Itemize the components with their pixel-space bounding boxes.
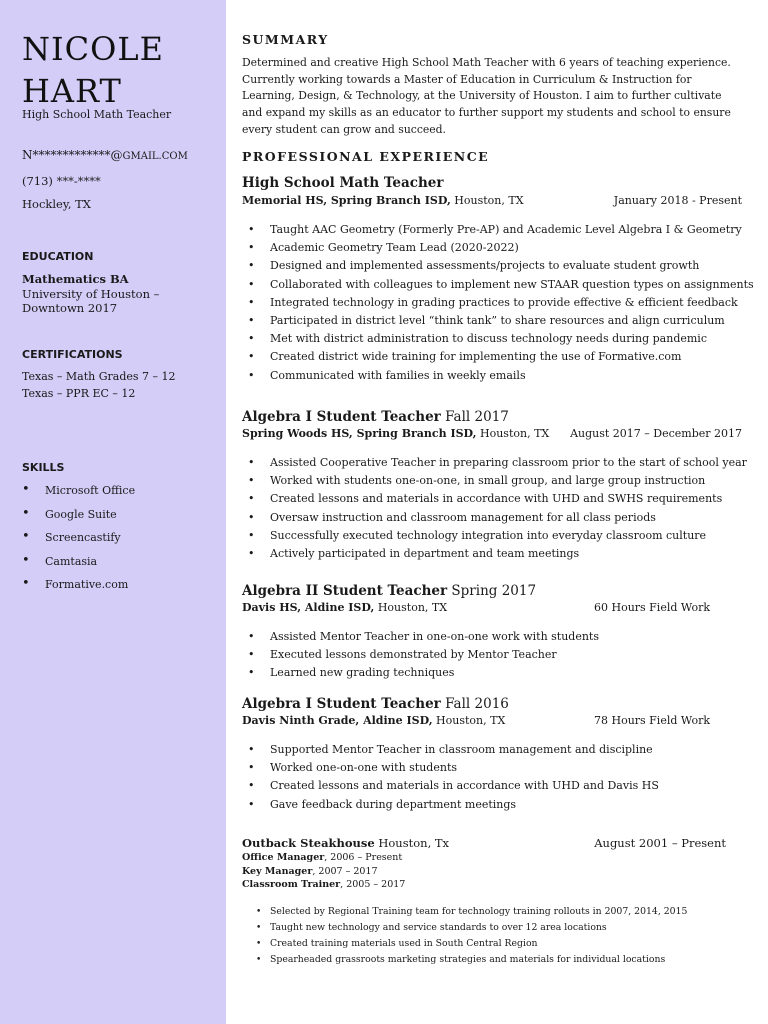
- org-location: Houston, TX: [374, 601, 448, 614]
- job-term: Spring 2017: [447, 583, 537, 599]
- role-line: [242, 865, 405, 879]
- role-line: [242, 851, 405, 865]
- role-title: Key Manager: [242, 865, 313, 877]
- job-date: January 2018 - Present: [613, 194, 742, 207]
- job-date: August 2001 – Present: [594, 836, 726, 850]
- role-years: , 2006 – Present: [324, 852, 403, 863]
- role-line: [242, 878, 405, 892]
- job-title-text: Algebra I Student Teacher: [242, 409, 441, 425]
- org-name: Davis HS, Aldine ISD,: [242, 601, 375, 614]
- job-bullets: [242, 221, 754, 385]
- summary-heading: SUMMARY: [242, 32, 329, 47]
- job-term: Fall 2017: [440, 409, 509, 425]
- first-name: NICOLE: [22, 30, 164, 68]
- certification-item: Texas – PPR EC – 12: [22, 387, 136, 400]
- bullet-item: • Created lessons and materials in accordance with UHD and Davis HS: [242, 777, 742, 795]
- bullet-item: • Taught AAC Geometry (Formerly Pre-AP) and Academic Level Algebra I & Geometry: [242, 221, 742, 239]
- org-location: Houston, TX: [432, 714, 506, 727]
- job-title-text: Algebra II Student Teacher: [242, 583, 448, 599]
- bullet-item: • Actively participated in department and team meetings: [242, 545, 742, 563]
- org-location: Houston, TX: [450, 194, 524, 207]
- bullet-item: • Oversaw instruction and classroom management for all class periods: [242, 509, 742, 527]
- email-domain: GMAIL.COM: [122, 151, 188, 162]
- main-content: [242, 0, 752, 1024]
- school: University of Houston – Downtown 2017: [22, 287, 160, 315]
- bullet-item: • Spearheaded grassroots marketing strategies and materials for individual locations: [242, 952, 742, 968]
- role-years: , 2007 – 2017: [312, 865, 378, 877]
- bullet-item: • Academic Geometry Team Lead (2020-2022): [242, 239, 742, 257]
- email: [22, 148, 188, 162]
- bullet-item: • Communicated with families in weekly emails: [242, 367, 742, 385]
- job-org: [242, 427, 742, 440]
- job-date: August 2017 – December 2017: [570, 427, 742, 440]
- last-name: HART: [22, 72, 122, 110]
- bullet-item: • Designed and implemented assessments/projects to evaluate student growth: [242, 257, 742, 275]
- phone: (713) ***-****: [22, 174, 101, 188]
- bullet-item: • Worked one-on-one with students: [242, 759, 742, 777]
- role-years: , 2005 – 2017: [340, 879, 406, 890]
- job-title-text: High School Math Teacher: [242, 175, 444, 191]
- job-title: [242, 175, 443, 191]
- bullet-item: • Learned new grading techniques: [242, 664, 742, 682]
- bullet-item: • Taught new technology and service standards to over 12 area locations: [242, 920, 742, 936]
- org-name: Spring Woods HS, Spring Branch ISD,: [242, 427, 477, 440]
- bullet-item: • Created training materials used in South Central Region: [242, 936, 742, 952]
- job-date: 60 Hours Field Work: [593, 601, 710, 614]
- job-org: [242, 194, 742, 207]
- bullet-item: • Gave feedback during department meetings: [242, 796, 742, 814]
- job-title: [242, 696, 509, 712]
- job-title-text: Algebra I Student Teacher: [242, 696, 441, 712]
- bullet-item: • Executed lessons demonstrated by Mentor Teacher: [242, 646, 742, 664]
- education-heading: EDUCATION: [22, 250, 94, 263]
- skill-item: • Google Suite: [22, 508, 135, 532]
- skill-item: • Camtasia: [22, 555, 135, 579]
- experience-heading: PROFESSIONAL EXPERIENCE: [242, 149, 490, 164]
- org-name: Memorial HS, Spring Branch ISD,: [242, 194, 451, 207]
- bullet-item: • Created district wide training for implementing the use of Formative.com: [242, 348, 742, 366]
- location: Hockley, TX: [22, 197, 91, 211]
- skill-item: • Formative.com: [22, 578, 135, 602]
- job-bullets: [242, 454, 747, 563]
- skill-item: • Screencastify: [22, 531, 135, 555]
- bullet-item: • Selected by Regional Training team for technology training rollouts in 2007, 2014, 2015: [242, 904, 742, 920]
- org-name: Outback Steakhouse: [242, 836, 375, 850]
- bullet-item: • Successfully executed technology integration into everyday classroom culture: [242, 527, 742, 545]
- job-org: [242, 714, 742, 727]
- skills-list: [22, 484, 135, 602]
- bullet-item: • Assisted Mentor Teacher in one-on-one work with students: [242, 628, 742, 646]
- email-user: N*************@: [22, 148, 123, 162]
- certification-item: Texas – Math Grades 7 – 12: [22, 370, 176, 383]
- org-name: Davis Ninth Grade, Aldine ISD,: [242, 714, 433, 727]
- degree: Mathematics BA: [22, 272, 129, 286]
- bullet-item: • Supported Mentor Teacher in classroom management and discipline: [242, 741, 742, 759]
- job-title: [242, 583, 536, 599]
- org-location: Houston, Tx: [374, 836, 450, 850]
- role-title: High School Math Teacher: [22, 108, 172, 121]
- role-title: Classroom Trainer: [242, 879, 341, 890]
- outback-org: [242, 836, 726, 850]
- outback-roles: [242, 851, 405, 892]
- outback-bullets: [242, 904, 742, 968]
- sidebar: [0, 0, 226, 1024]
- certifications-heading: CERTIFICATIONS: [22, 348, 123, 361]
- bullet-item: • Integrated technology in grading practices to provide effective & efficient feedback: [242, 294, 742, 312]
- bullet-item: • Met with district administration to discuss technology needs during pandemic: [242, 330, 742, 348]
- role-title: Office Manager: [242, 852, 325, 863]
- job-title: [242, 409, 509, 425]
- bullet-item: • Assisted Cooperative Teacher in preparing classroom prior to the start of school year: [242, 454, 742, 472]
- org-location: Houston, TX: [476, 427, 550, 440]
- bullet-item: • Participated in district level “think tank” to share resources and align curriculum: [242, 312, 742, 330]
- job-org: [242, 601, 742, 614]
- job-bullets: [242, 628, 742, 683]
- bullet-item: • Worked with students one-on-one, in small group, and large group instruction: [242, 472, 742, 490]
- bullet-item: • Collaborated with colleagues to implement new STAAR question types on assignments: [242, 276, 742, 294]
- summary-text: Determined and creative High School Math Teacher with 6 years of teaching experience. Currently working towards a Master of Education in Curriculum & Instruction for Learning, Design, & Technology, at the University of Houston. I aim to further cultivate and expand my skills as an educator to further support my students and school to ensure every student can grow and succeed.: [242, 56, 731, 136]
- job-term: Fall 2016: [440, 696, 509, 712]
- bullet-item: • Created lessons and materials in accordance with UHD and SWHS requirements: [242, 490, 742, 508]
- skills-heading: SKILLS: [22, 461, 65, 474]
- job-date: 78 Hours Field Work: [593, 714, 710, 727]
- skill-item: • Microsoft Office: [22, 484, 135, 508]
- candidate-name: [22, 28, 164, 112]
- job-bullets: [242, 741, 742, 814]
